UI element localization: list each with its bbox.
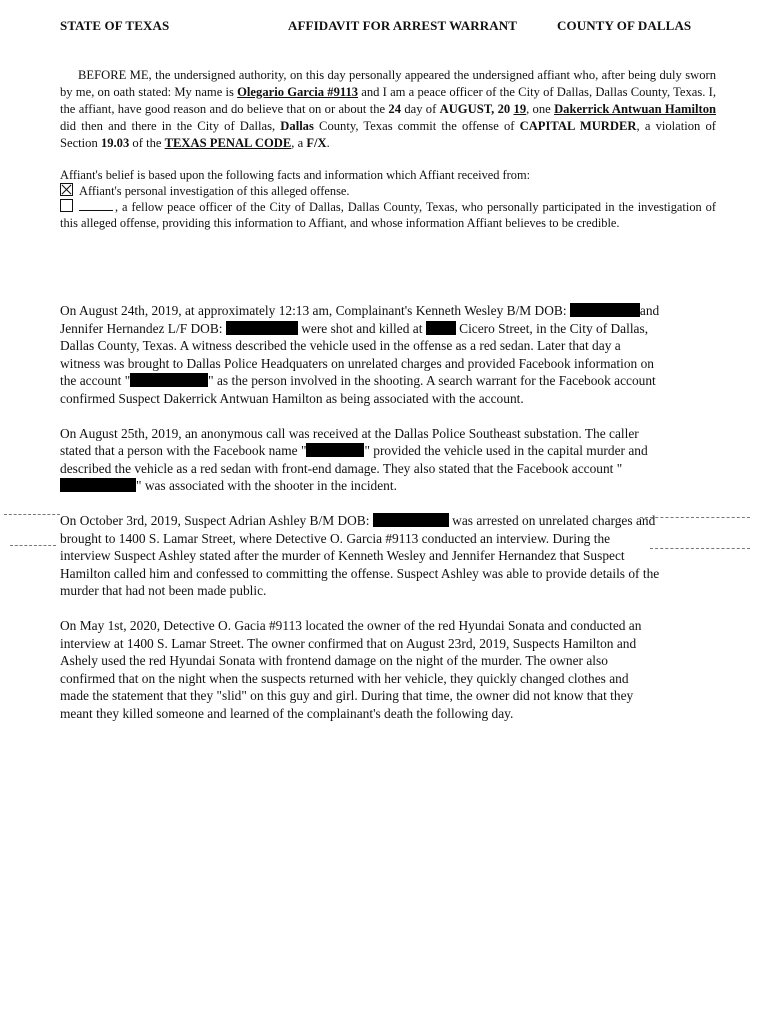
affidavit-intro [60, 67, 716, 152]
checkbox-checked-icon [60, 183, 73, 196]
redaction-box [373, 513, 449, 527]
intro-text: , a violation of Section [60, 119, 716, 150]
intro-text: , one [526, 102, 555, 116]
offense-year: 19 [513, 102, 527, 116]
county-label: COUNTY OF DALLAS [557, 18, 692, 33]
state-label: STATE OF TEXAS [60, 18, 170, 33]
paragraph-ashley-arrest [60, 512, 660, 600]
paragraph-text: Cicero Street, in the City of Dallas, Dallas County, Texas. A witness described the vehicle used in the offense as a red sedan. Later that day a witness was brought to Dallas Police Headquaters on unrelated charges and provided Facebook information on the account " [60, 320, 654, 389]
officer-name-blank [79, 200, 113, 211]
paragraph-text: " provided the vehicle used in the capital murder and described the vehicle as a red sedan with front-end damage. They also stated that the Facebook account " [60, 443, 648, 476]
redaction-box [426, 321, 456, 335]
redaction-box [570, 303, 640, 317]
intro-text: . [326, 136, 330, 150]
offense-month: AUGUST, 20 [439, 102, 514, 116]
belief-option-officer [60, 199, 716, 231]
paragraph-text: On August 24th, 2019, at approximately 12:13 am, Complainant's Kenneth Wesley B/M DOB: [60, 303, 570, 318]
intro-text: County, Texas commit the offense of [313, 119, 520, 133]
belief-intro: Affiant's belief is based upon the following facts and information which Affiant received from: [60, 168, 531, 182]
scan-artifact [640, 517, 750, 519]
paragraph-text: were shot and killed at [297, 320, 426, 336]
belief-option-personal [60, 183, 716, 199]
offense-day: 24 [388, 102, 402, 116]
paragraph-shooting [60, 302, 660, 408]
intro-text: did then and there in the City of Dallas, [60, 119, 281, 133]
intro-text: BEFORE ME, the undersigned authority, on this day personally appeared the undersigned affiant who, after being duly sworn by me, on oath stated: My name is [60, 68, 716, 99]
paragraph-vehicle-owner: On May 1st, 2020, Detective O. Gacia #9113 located the owner of the red Hyundai Sonata and conducted an interview at 1400 S. Lamar Street. The owner confirmed that on August 23rd, 2019, Suspects Hamilton and Ashely used the red Hyundai Sonata with frontend damage on the night of the murder. The owner also confirmed that on the night when the suspects returned with her vehicle, they quickly changed clothes and made the statement that they "slid" on this guy and girl. During that time, the owner did not know that they meant they killed someone and learned of the complainant's death the following day. [60, 617, 642, 721]
belief-option-officer-label: , a fellow peace officer of the City of Dallas, Dallas County, Texas, who personally participated in the investigation of this alleged offense, providing this information to Affiant, and whose information Affiant believes to be credible. [60, 200, 716, 230]
section-number: 19.03 [100, 136, 130, 150]
county-name: Dallas [280, 119, 314, 133]
scan-artifact [650, 548, 750, 550]
paragraph-text: " was associated with the shooter in the incident. [136, 478, 397, 494]
scan-artifact [10, 545, 56, 547]
redaction-box [130, 373, 208, 387]
intro-text: day of [401, 102, 440, 116]
paragraph-text: " as the person involved in the shooting. A search warrant for the Facebook account confirmed Suspect Dakerrick Antwuan Hamilton as being associated with the account. [60, 373, 656, 406]
intro-paragraph [60, 67, 716, 152]
document-title: AFFIDAVIT FOR ARREST WARRANT [288, 18, 518, 33]
offense-name: CAPITAL MURDER [519, 119, 637, 133]
intro-text: and I am a peace officer of the City of Dallas, Dallas County, Texas. I, the affiant, have good reason and do believe that on or about the [60, 85, 716, 116]
checkbox-empty-icon [60, 199, 73, 212]
penal-code: TEXAS PENAL CODE [164, 136, 292, 150]
belief-option-personal-label: Affiant's personal investigation of this alleged offense. [79, 184, 350, 198]
belief-section [60, 167, 716, 231]
scan-artifact [4, 514, 60, 516]
intro-text: , a [291, 136, 307, 150]
paragraph-text: was arrested on unrelated charges and brought to 1400 S. Lamar Street, where Detective O. Garcia #9113 conducted an interview. During the interview Suspect Ashley stated after the murder of Kenneth Wesley and Jennifer Hernandez that Suspect Hamilton called him and confessed to committing the offense. Suspect Ashley was able to provide details of the murder that had not been made public. [60, 512, 660, 599]
paragraph-anonymous-call [60, 425, 660, 495]
affiant-name: Olegario Garcia #9113 [237, 85, 359, 99]
redaction-box [306, 443, 364, 457]
intro-text: of the [129, 136, 165, 150]
paragraph-text: On August 25th, 2019, an anonymous call was received at the Dallas Police Southeast substation. The caller stated that a person with the Facebook name " [60, 425, 639, 459]
paragraph-text: and Jennifer Hernandez L/F DOB: [60, 303, 660, 336]
redaction-box [226, 321, 298, 335]
suspect-name: Dakerrick Antwuan Hamilton [554, 102, 717, 116]
redaction-box [60, 478, 136, 492]
affidavit-body [60, 302, 660, 739]
paragraph-text: On October 3rd, 2019, Suspect Adrian Ashley B/M DOB: [60, 512, 373, 528]
offense-degree: F/X [306, 136, 327, 150]
